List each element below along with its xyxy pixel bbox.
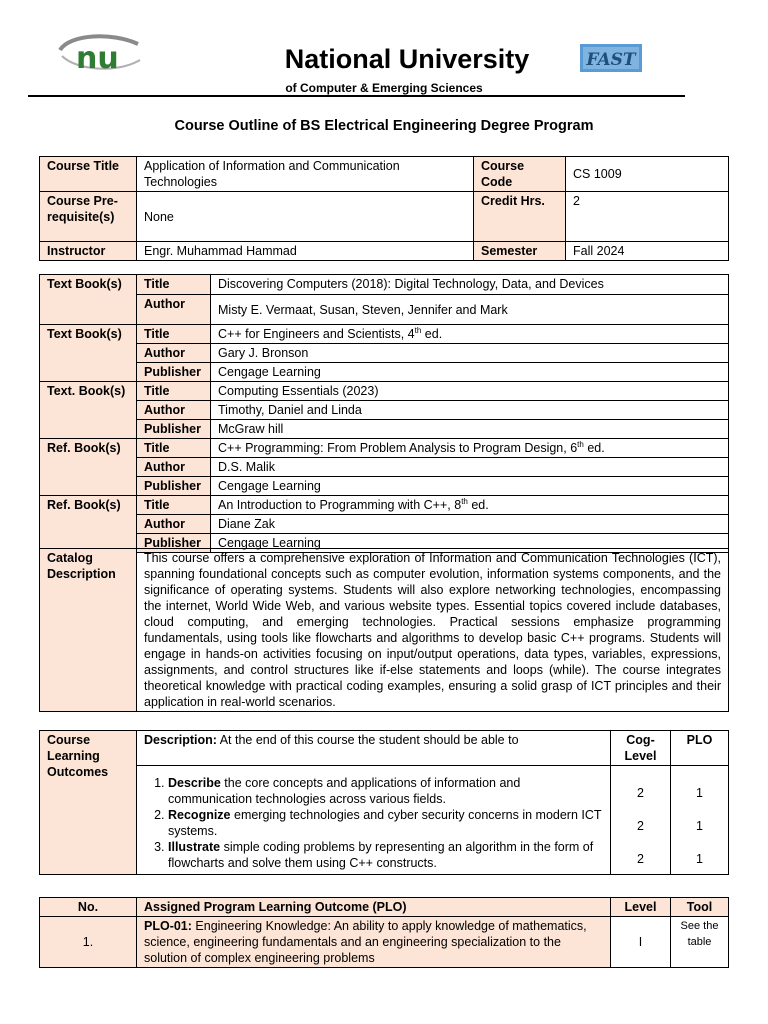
book-author-label: Author bbox=[137, 401, 211, 420]
book-title: C++ Programming: From Problem Analysis to Program Design, 6th ed. bbox=[211, 439, 729, 458]
catalog-table bbox=[39, 548, 729, 712]
fast-logo bbox=[580, 44, 642, 72]
plo-values: 1 1 1 bbox=[671, 766, 729, 875]
svg-text:nu: nu bbox=[76, 41, 119, 76]
book-author: Misty E. Vermaat, Susan, Steven, Jennifer and Mark bbox=[211, 295, 729, 325]
plo-tool-header: Tool bbox=[671, 898, 729, 917]
plo-row-level: I bbox=[611, 917, 671, 968]
course-title-value: Application of Information and Communication Technologies bbox=[137, 157, 474, 192]
book-title: Discovering Computers (2018): Digital Technology, Data, and Devices bbox=[211, 275, 729, 295]
cog-level-values: 2 2 2 bbox=[611, 766, 671, 875]
book-title-label: Title bbox=[137, 275, 211, 295]
course-code-label: Course Code bbox=[474, 157, 566, 192]
course-info-table bbox=[39, 156, 729, 261]
book-publisher: McGraw hill bbox=[211, 420, 729, 439]
book-author-label: Author bbox=[137, 515, 211, 534]
book-type: Text Book(s) bbox=[40, 325, 137, 382]
cog-level-header: Cog-Level bbox=[611, 731, 671, 766]
catalog-text: This course offers a comprehensive exploration of Information and Communication Technologies (ICT), spanning foundational concepts such as computer evolution, information systems components, and the significance of operating systems. Students will also explore networking technologies, encompassing the internet, World Wide Web, and various website types. Essential topics covered include databases, cloud computing, and emerging technologies. Practical sessions emphasize programming fundamentals, using tools like flowcharts and algorithms to develop basic C++ programs. Students will engage in hands-on activities focusing on input/output operations, data types, variables, expressions, assignments, and control structures like if-else statements and loops (while). The course integrates theoretical knowledge with practical coding examples, ensuring a solid grasp of ICT principles and their application in real-world scenarios. bbox=[137, 549, 729, 712]
book-author: Timothy, Daniel and Linda bbox=[211, 401, 729, 420]
book-publisher: Cengage Learning bbox=[211, 363, 729, 382]
semester-value: Fall 2024 bbox=[566, 242, 729, 261]
book-type: Ref. Book(s) bbox=[40, 496, 137, 553]
university-name: National University bbox=[284, 44, 530, 74]
credit-value: 2 bbox=[566, 192, 729, 242]
credit-label: Credit Hrs. bbox=[474, 192, 566, 242]
list-item: 1. Describe the core concepts and applications of information and communication technologies across various fields. bbox=[168, 775, 603, 807]
book-title-label: Title bbox=[137, 325, 211, 344]
plo-row-text: PLO-01: Engineering Knowledge: An ability to apply knowledge of mathematics, science, engineering fundamentals and an engineering specialization to the solution of complex engineering problems bbox=[137, 917, 611, 968]
book-author-label: Author bbox=[137, 344, 211, 363]
book-publisher-label: Publisher bbox=[137, 420, 211, 439]
book-author: Gary J. Bronson bbox=[211, 344, 729, 363]
catalog-label: Catalog Description bbox=[40, 549, 137, 712]
book-title: Computing Essentials (2023) bbox=[211, 382, 729, 401]
plo-row-no: 1. bbox=[40, 917, 137, 968]
book-title: C++ for Engineers and Scientists, 4th ed. bbox=[211, 325, 729, 344]
clo-description: Description: At the end of this course the student should be able to bbox=[137, 731, 611, 766]
book-type: Text. Book(s) bbox=[40, 382, 137, 439]
course-title-label: Course Title bbox=[40, 157, 137, 192]
semester-label: Semester bbox=[474, 242, 566, 261]
book-type: Ref. Book(s) bbox=[40, 439, 137, 496]
book-title-label: Title bbox=[137, 496, 211, 515]
page-header bbox=[0, 0, 768, 100]
books-table bbox=[39, 274, 729, 553]
clo-table bbox=[39, 730, 729, 875]
book-publisher: Cengage Learning bbox=[211, 534, 729, 553]
plo-row-tool: See the table bbox=[671, 917, 729, 968]
list-item: 2. Recognize emerging technologies and cyber security concerns in modern ICT systems. bbox=[168, 807, 603, 839]
book-title: An Introduction to Programming with C++, 8th ed. bbox=[211, 496, 729, 515]
book-type: Text Book(s) bbox=[40, 275, 137, 325]
list-item: 3. Illustrate simple coding problems by representing an algorithm in the form of flowcharts and solve them using C++ constructs. bbox=[168, 839, 603, 871]
plo-header: PLO bbox=[671, 731, 729, 766]
clo-list-cell bbox=[137, 766, 611, 875]
instructor-value: Engr. Muhammad Hammad bbox=[137, 242, 474, 261]
clo-label: Course Learning Outcomes bbox=[40, 731, 137, 875]
plo-level-header: Level bbox=[611, 898, 671, 917]
plo-no-header: No. bbox=[40, 898, 137, 917]
book-publisher-label: Publisher bbox=[137, 534, 211, 553]
book-title-label: Title bbox=[137, 439, 211, 458]
book-author: Diane Zak bbox=[211, 515, 729, 534]
book-author-label: Author bbox=[137, 295, 211, 325]
book-author-label: Author bbox=[137, 458, 211, 477]
svg-text:FAST: FAST bbox=[586, 50, 636, 70]
book-publisher-label: Publisher bbox=[137, 477, 211, 496]
prereq-value: None bbox=[137, 192, 474, 242]
book-title-label: Title bbox=[137, 382, 211, 401]
plo-title-header: Assigned Program Learning Outcome (PLO) bbox=[137, 898, 611, 917]
header-divider bbox=[28, 95, 685, 97]
course-code-value: CS 1009 bbox=[566, 157, 729, 192]
instructor-label: Instructor bbox=[40, 242, 137, 261]
university-subtitle: of Computer & Emerging Sciences bbox=[285, 81, 483, 95]
book-publisher-label: Publisher bbox=[137, 363, 211, 382]
clo-list bbox=[144, 775, 603, 871]
document-title: Course Outline of BS Electrical Engineering Degree Program bbox=[174, 118, 594, 134]
book-author: D.S. Malik bbox=[211, 458, 729, 477]
plo-table bbox=[39, 897, 729, 968]
book-publisher: Cengage Learning bbox=[211, 477, 729, 496]
prereq-label: Course Pre-requisite(s) bbox=[40, 192, 137, 242]
